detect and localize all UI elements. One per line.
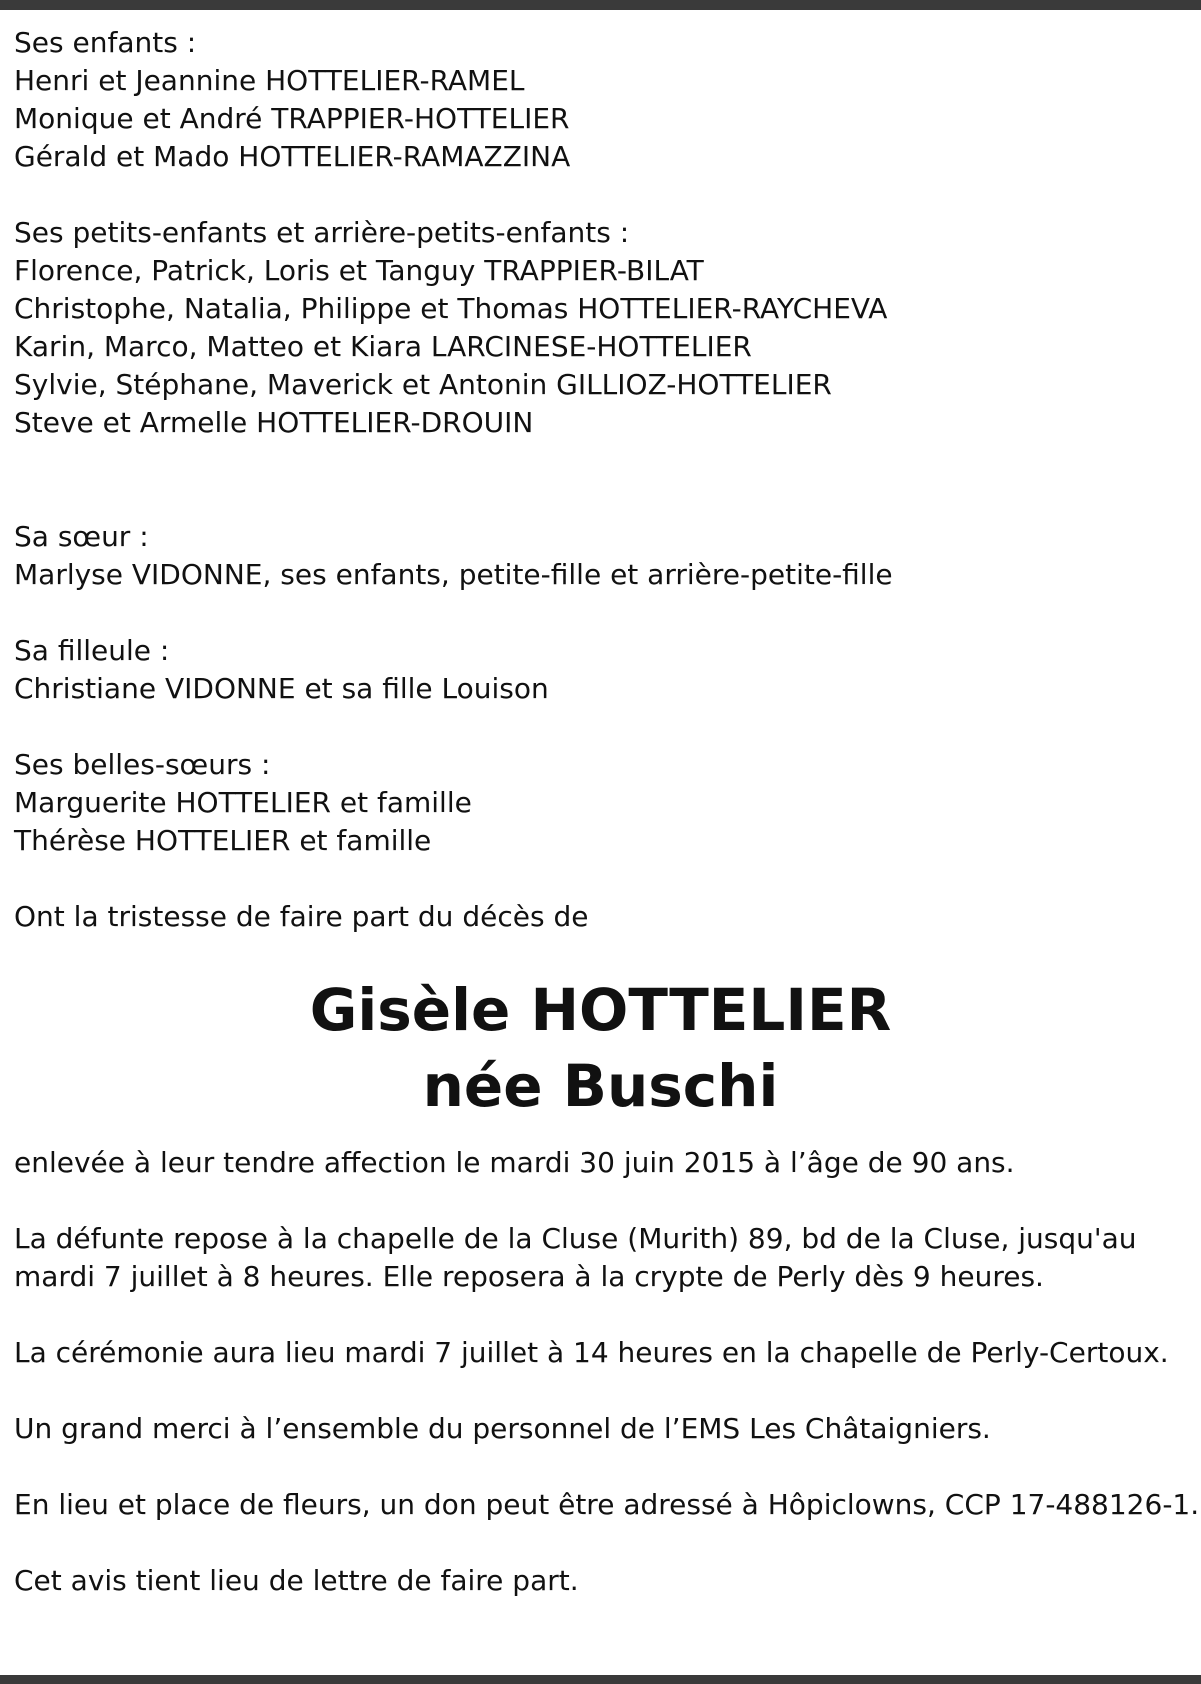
filleule-name: Christiane VIDONNE et sa fille Louison (14, 672, 549, 705)
announcement-text: Ont la tristesse de faire part du décès de (14, 900, 589, 933)
deceased-maiden-name: née Buschi (422, 1052, 779, 1120)
ceremonie-text: La cérémonie aura lieu mardi 7 juillet à 14 heures en la chapelle de Perly-Certoux. (14, 1336, 1169, 1369)
spacer (14, 1296, 1194, 1334)
enfants-name: Monique et André TRAPPIER-HOTTELIER (14, 102, 570, 135)
spacer (14, 860, 1194, 898)
avis-text: Cet avis tient lieu de lettre de faire part. (14, 1564, 579, 1597)
soeur-heading: Sa sœur : (14, 520, 149, 553)
belles-soeurs-name: Thérèse HOTTELIER et famille (14, 824, 432, 857)
enfants-name: Henri et Jeannine HOTTELIER-RAMEL (14, 64, 525, 97)
petits-enfants-heading: Ses petits-enfants et arrière-petits-enfants : (14, 216, 630, 249)
fleurs-text: En lieu et place de fleurs, un don peut être adressé à Hôpiclowns, CCP 17-488126-1. (14, 1488, 1200, 1521)
top-border-rule (0, 0, 1201, 10)
spacer (14, 708, 1194, 746)
petits-enfants-name: Steve et Armelle HOTTELIER-DROUIN (14, 406, 534, 439)
spacer (14, 442, 1194, 518)
spacer (14, 1448, 1194, 1486)
affection-text: enlevée à leur tendre affection le mardi 30 juin 2015 à l’âge de 90 ans. (14, 1146, 1015, 1179)
enfants-name: Gérald et Mado HOTTELIER-RAMAZZINA (14, 140, 571, 173)
repose-text: mardi 7 juillet à 8 heures. Elle reposera à la crypte de Perly dès 9 heures. (14, 1260, 1044, 1293)
petits-enfants-name: Karin, Marco, Matteo et Kiara LARCINESE-HOTTELIER (14, 330, 752, 363)
spacer (14, 1372, 1194, 1410)
spacer (14, 1182, 1194, 1220)
deceased-name: Gisèle HOTTELIER (309, 976, 892, 1044)
repose-text: La défunte repose à la chapelle de la Cluse (Murith) 89, bd de la Cluse, jusqu'au (14, 1222, 1137, 1255)
petits-enfants-name: Florence, Patrick, Loris et Tanguy TRAPPIER-BILAT (14, 254, 704, 287)
petits-enfants-name: Christophe, Natalia, Philippe et Thomas HOTTELIER-RAYCHEVA (14, 292, 888, 325)
deceased-heading (14, 936, 1194, 1144)
petits-enfants-name: Sylvie, Stéphane, Maverick et Antonin GILLIOZ-HOTTELIER (14, 368, 832, 401)
spacer (14, 176, 1194, 214)
spacer (14, 594, 1194, 632)
bottom-border-rule (0, 1675, 1201, 1684)
belles-soeurs-heading: Ses belles-sœurs : (14, 748, 271, 781)
enfants-heading: Ses enfants : (14, 26, 197, 59)
spacer (14, 1524, 1194, 1562)
soeur-name: Marlyse VIDONNE, ses enfants, petite-fille et arrière-petite-fille (14, 558, 893, 591)
merci-text: Un grand merci à l’ensemble du personnel de l’EMS Les Châtaigniers. (14, 1412, 991, 1445)
filleule-heading: Sa filleule : (14, 634, 170, 667)
belles-soeurs-name: Marguerite HOTTELIER et famille (14, 786, 472, 819)
death-notice (14, 24, 1200, 1600)
